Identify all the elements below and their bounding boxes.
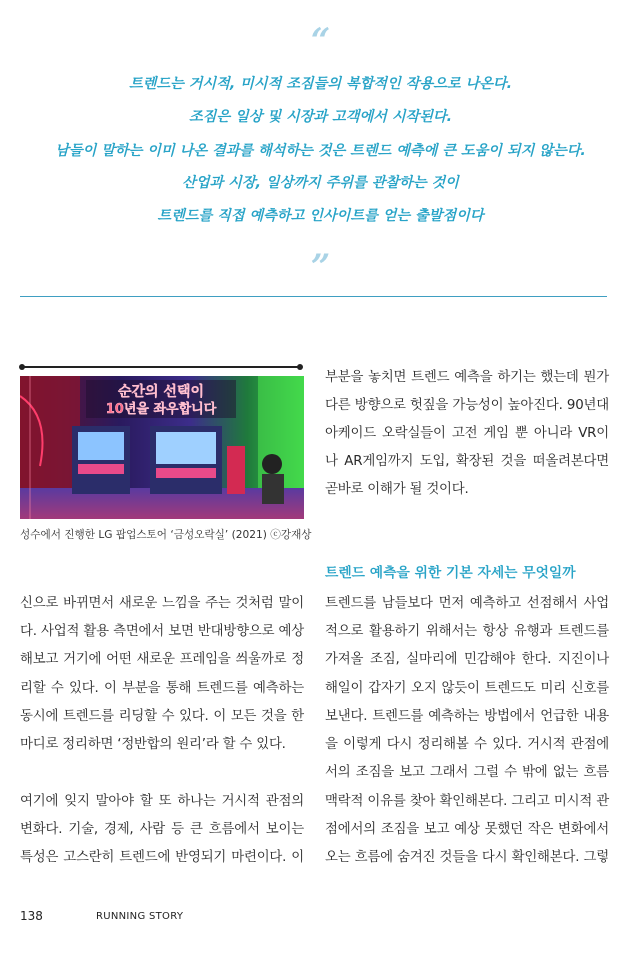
left-text-line: 여기에 잊지 말아야 할 또 하나는 거시적 관점의 (20, 794, 304, 809)
section-divider (20, 296, 607, 297)
figure-top-rule (20, 366, 302, 368)
left-text-line: 신으로 바뀌면서 새로운 느낌을 주는 것처럼 말이 (20, 596, 304, 611)
right-text-line: 아케이드 오락실들이 고전 게임 뿐 아니라 VR이 (325, 426, 609, 441)
left-text-line: 해보고 거기에 어떤 새로운 프레임을 씌울까로 정 (20, 652, 304, 667)
open-quote-mark: “ (310, 21, 331, 61)
figure-caption: 성수에서 진행한 LG 팝업스토어 ‘금성오락실’ (2021) ⓒ강재상 (20, 529, 312, 541)
running-title: RUNNING STORY (96, 911, 184, 922)
right-text-line: 적으로 활용하기 위해서는 항상 유행과 트렌드를 (325, 624, 609, 639)
right-text-line: 다른 방향으로 헛짚을 가능성이 높아진다. 90년대 (325, 398, 609, 413)
left-text-line: 마디로 정리하면 ‘정반합의 원리’라 할 수 있다. (20, 737, 286, 752)
left-text-line: 동시에 트렌드를 리딩할 수 있다. 이 모든 것을 한 (20, 709, 304, 724)
right-text-line: 곧바로 이해가 될 것이다. (325, 482, 469, 497)
quote-line-2: 조짐은 일상 및 시장과 고객에서 시작된다. (188, 109, 453, 125)
neon-sign-line-1: 순간의 선택이 (117, 384, 205, 400)
right-text-line: 서의 조짐을 보고 그래서 그럴 수 밖에 없는 흐름 (325, 765, 609, 780)
close-quote-mark: ” (310, 247, 331, 287)
right-text-line: 오는 흐름에 숨겨진 것들을 다시 확인해본다. 그렇 (325, 850, 609, 865)
right-text-line: 트렌드를 남들보다 먼저 예측하고 선점해서 사업 (325, 596, 609, 611)
right-text-line: 나 AR게임까지 도입, 확장된 것을 떠올려본다면 (325, 454, 609, 469)
right-text-line: 맥락적 이유를 찾아 확인해본다. 그리고 미시적 관 (325, 794, 609, 809)
left-text-line: 리할 수 있다. 이 부분을 통해 트렌드를 예측하는 (20, 681, 304, 696)
quote-line-5: 트렌드를 직접 예측하고 인사이트를 얻는 출발점이다 (157, 208, 484, 224)
left-text-line: 변화다. 기술, 경제, 사람 등 큰 흐름에서 보이는 (20, 822, 304, 837)
left-text-line: 다. 사업적 활용 측면에서 보면 반대방향으로 예상 (20, 624, 304, 639)
popup-store-photo (20, 376, 304, 519)
quote-line-4: 산업과 시장, 일상까지 주위를 관찰하는 것이 (182, 175, 459, 191)
right-text-line: 해일이 갑자기 오지 않듯이 트렌드도 미리 신호를 (325, 681, 609, 696)
right-text-line: 부분을 놓치면 트렌드 예측을 하기는 했는데 뭔가 (325, 370, 609, 385)
right-text-line: 을 이렇게 다시 정리해볼 수 있다. 거시적 관점에 (325, 737, 609, 752)
left-text-line: 특성은 고스란히 트렌드에 반영되기 마련이다. 이 (20, 850, 304, 865)
right-text-line: 점에서의 조짐을 보고 예상 못했던 작은 변화에서 (325, 822, 609, 837)
section-heading: 트렌드 예측을 위한 기본 자세는 무엇일까 (325, 565, 576, 581)
neon-sign-line-2: 10년을 좌우합니다 (105, 402, 217, 417)
right-text-line: 보낸다. 트렌드를 예측하는 방법에서 언급한 내용 (325, 709, 609, 724)
page-number: 138 (20, 909, 43, 923)
right-text-line: 가져올 조짐, 실마리에 민감해야 한다. 지진이나 (325, 652, 609, 667)
quote-line-3: 남들이 말하는 이미 나온 결과를 해석하는 것은 트렌드 예측에 큰 도움이 되지 않는다. (55, 143, 586, 159)
quote-line-1: 트렌드는 거시적, 미시적 조짐들의 복합적인 작용으로 나온다. (128, 76, 513, 92)
